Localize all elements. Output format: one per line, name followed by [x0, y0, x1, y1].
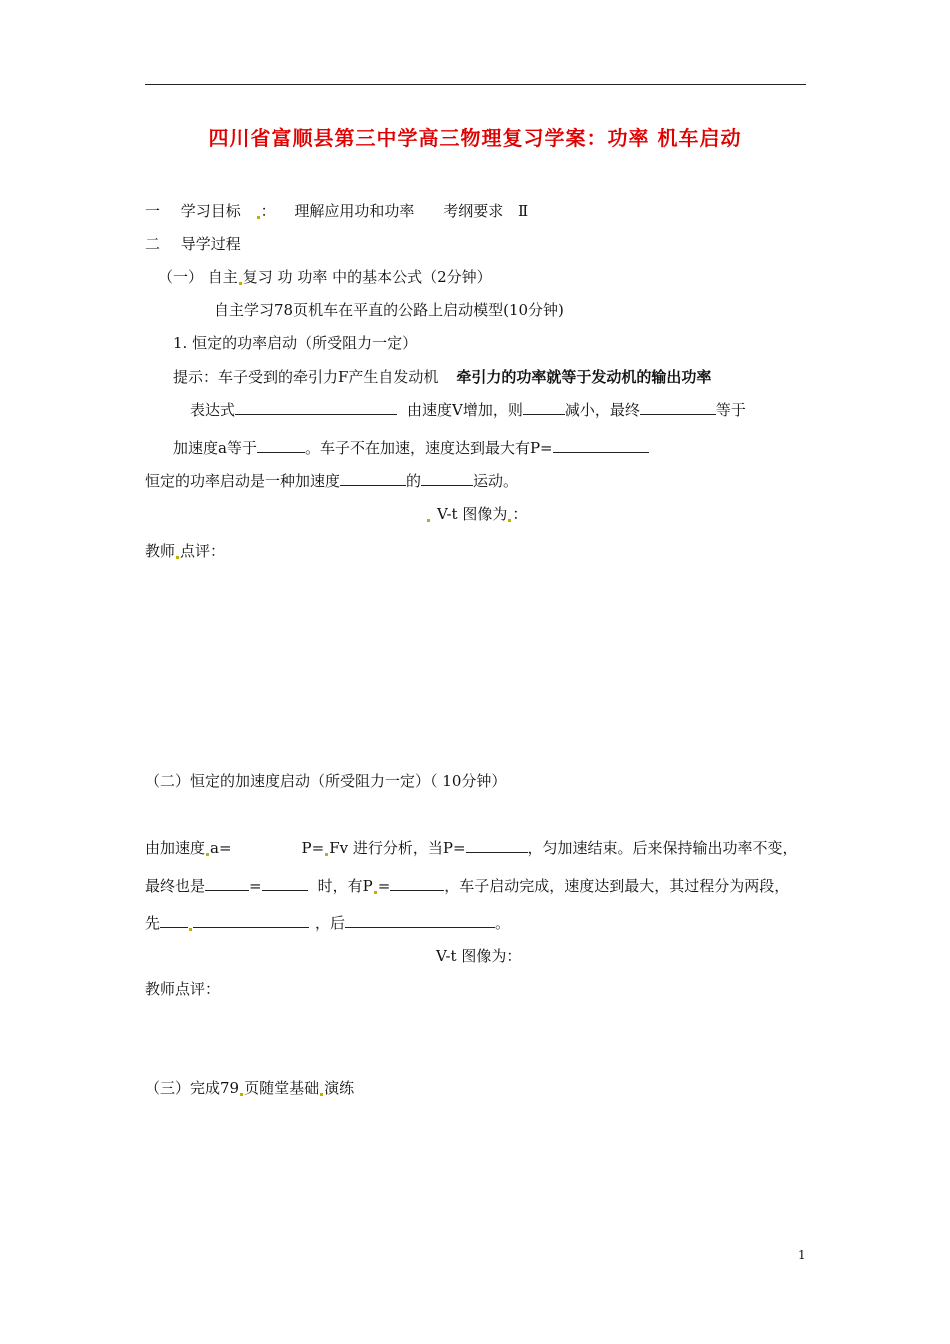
expr-a: 表达式: [190, 401, 236, 419]
first-stage-blank-b[interactable]: [193, 912, 309, 928]
l1-e: v 进行分析，当P=: [339, 839, 466, 857]
summary-blank-2[interactable]: [421, 470, 473, 486]
part3-b: 页随堂基础: [244, 1079, 320, 1097]
header-rule: [145, 84, 806, 85]
expr-c: 减小，最终: [564, 401, 640, 419]
vt-label-1: V-t 图像为: [437, 505, 508, 523]
part1-heading-b: 复习 功 功率 中的基本公式（2分钟）: [242, 268, 492, 286]
summary-b: 的: [406, 472, 422, 490]
summary-a: 恒定的功率启动是一种加速度: [145, 472, 341, 490]
decrease-blank[interactable]: [523, 399, 565, 415]
goal-num: 一: [145, 202, 161, 220]
teacher-a: 教师: [145, 542, 176, 560]
l2-a: 最终也是: [145, 877, 206, 895]
final-blank-b[interactable]: [262, 875, 308, 891]
teacher-b: 点评：: [180, 542, 226, 560]
part1-hint: [173, 366, 711, 387]
process-line: [145, 233, 241, 254]
part1-vt-label: [426, 503, 527, 524]
part1-heading-a: （一） 自主: [158, 268, 238, 286]
l1-d: F: [329, 839, 340, 857]
l1-f: ，匀加速结束。后来保持输出功率不变，: [527, 839, 798, 857]
l3-a: 先: [145, 914, 161, 932]
mark-dot: [189, 928, 192, 931]
part2-vt-label: V-t 图像为：: [436, 947, 522, 965]
part2-line3: [145, 912, 510, 933]
part1-item1: 1. 恒定的功率启动（所受阻力一定）: [173, 334, 418, 352]
mark-dot: [257, 216, 260, 219]
mark-dot: [508, 519, 511, 522]
vt-colon-1: ：: [512, 505, 528, 523]
process-num: 二: [145, 235, 161, 253]
part3-a: （三）完成79: [145, 1079, 240, 1097]
part1-summary: [145, 470, 518, 491]
mark-dot: [176, 556, 179, 559]
part2-heading: （二）恒定的加速度启动（所受阻力一定）（ 10分钟）: [145, 772, 507, 790]
goal-sep: ：: [260, 202, 276, 220]
part2-line1: [145, 837, 798, 858]
summary-blank-1[interactable]: [340, 470, 406, 486]
acc-b: 。车子不在加速，速度达到最大有P=: [304, 439, 553, 457]
hint-a: 提示：车子受到的牵引力F产生自发动机: [173, 368, 439, 386]
accel-end-blank[interactable]: [466, 837, 528, 853]
goal-label: 学习目标: [180, 202, 241, 220]
part2-teacher: 教师点评：: [145, 980, 221, 998]
mark-dot: [427, 519, 430, 522]
process-label: 导学过程: [180, 235, 241, 253]
p-blank[interactable]: [390, 875, 444, 891]
l2-e: ，车子启动完成，速度达到最大，其过程分为两段，: [444, 877, 790, 895]
l2-d: =: [377, 877, 391, 895]
part1-teacher: [145, 540, 225, 561]
expr-blank[interactable]: [235, 399, 397, 415]
part1-heading: [158, 266, 492, 287]
second-stage-blank[interactable]: [345, 912, 495, 928]
part3-c: 演练: [324, 1079, 355, 1097]
expr-b: 由速度V增加，则: [407, 401, 523, 419]
part1-acc: [173, 437, 649, 458]
l3-c: 。: [495, 914, 511, 932]
l2-c: 时，有P: [317, 877, 373, 895]
summary-c: 运动。: [473, 472, 519, 490]
part3-heading: [145, 1077, 354, 1098]
hint-b: 牵引力的功率就等于发动机的输出功率: [456, 368, 712, 386]
mark-dot: [240, 1093, 243, 1096]
final-blank-a[interactable]: [205, 875, 249, 891]
acc-a: 加速度a等于: [173, 439, 257, 457]
pmax-blank[interactable]: [553, 437, 649, 453]
part2-line2: [145, 875, 789, 896]
mark-dot: [374, 891, 377, 894]
mark-dot: [320, 1093, 323, 1096]
page-number: 1: [798, 1248, 806, 1262]
mark-dot: [239, 282, 242, 285]
part1-expr: [190, 399, 746, 420]
final-blank[interactable]: [640, 399, 716, 415]
expr-d: 等于: [715, 401, 746, 419]
l1-c: P=: [301, 839, 325, 857]
goal-line: [145, 200, 528, 221]
page-title: 四川省富顺县第三中学高三物理复习学案：功率 机车启动: [208, 126, 742, 150]
l1-b: a=: [210, 839, 232, 857]
acc-blank[interactable]: [257, 437, 305, 453]
mark-dot: [325, 853, 328, 856]
mark-dot: [206, 853, 209, 856]
l2-b: =: [249, 877, 262, 895]
l3-b: ，后: [315, 914, 346, 932]
goal-req-level: Ⅱ: [517, 202, 529, 220]
first-stage-blank-a[interactable]: [160, 912, 188, 928]
l1-a: 由加速度: [145, 839, 206, 857]
goal-req-label: 考纲要求: [443, 202, 504, 220]
part1-intro: 自主学习78页机车在平直的公路上启动模型(10分钟): [214, 301, 564, 319]
goal-content: 理解应用功和功率: [294, 202, 415, 220]
